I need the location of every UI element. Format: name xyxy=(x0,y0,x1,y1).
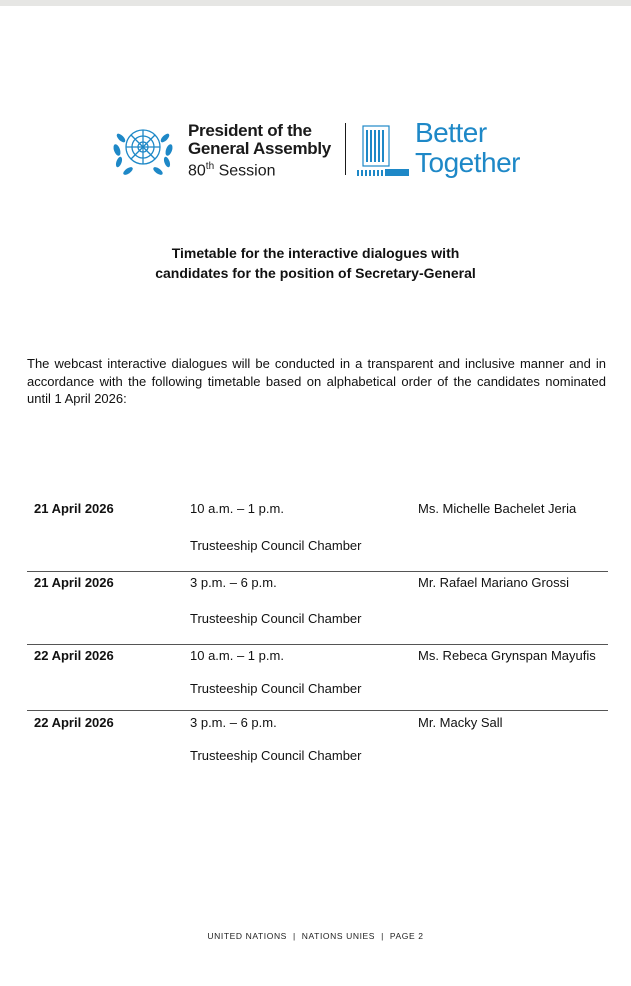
un-building-icon xyxy=(355,122,411,177)
pga-title xyxy=(188,122,331,180)
footer-un-en: UNITED NATIONS xyxy=(207,931,287,941)
row-venue: Trusteeship Council Chamber xyxy=(190,748,362,763)
row-divider xyxy=(27,571,608,572)
footer-page-number: PAGE 2 xyxy=(389,931,424,941)
title-line2: candidates for the position of Secretary-General xyxy=(155,265,476,281)
row-divider xyxy=(27,710,608,711)
footer-separator: | xyxy=(381,931,384,941)
row-venue: Trusteeship Council Chamber xyxy=(190,538,362,553)
row-candidate: Mr. Macky Sall xyxy=(418,715,503,730)
title-line1: Timetable for the interactive dialogues with xyxy=(171,245,460,261)
slogan-line1: Better xyxy=(415,117,487,148)
row-venue: Trusteeship Council Chamber xyxy=(190,611,362,626)
row-time: 3 p.m. – 6 p.m. xyxy=(190,575,277,590)
pga-line2: General Assembly xyxy=(188,139,331,158)
row-divider xyxy=(27,644,608,645)
row-time: 10 a.m. – 1 p.m. xyxy=(190,648,284,663)
row-venue: Trusteeship Council Chamber xyxy=(190,681,362,696)
header-divider xyxy=(345,123,346,175)
un-emblem-icon xyxy=(109,120,177,178)
footer-un-fr: NATIONS UNIES xyxy=(301,931,376,941)
row-candidate: Mr. Rafael Mariano Grossi xyxy=(418,575,569,590)
session-label xyxy=(188,158,331,180)
row-date: 21 April 2026 xyxy=(34,501,114,516)
row-date: 22 April 2026 xyxy=(34,648,114,663)
row-candidate: Ms. Michelle Bachelet Jeria xyxy=(418,501,577,516)
slogan-line2: Together xyxy=(415,147,520,178)
row-time: 3 p.m. – 6 p.m. xyxy=(190,715,277,730)
session-number: 80 xyxy=(188,162,206,180)
footer-separator: | xyxy=(292,931,296,941)
row-time: 10 a.m. – 1 p.m. xyxy=(190,501,284,516)
row-date: 22 April 2026 xyxy=(34,715,114,730)
session-suffix: th xyxy=(205,161,215,172)
session-word: Session xyxy=(214,162,276,180)
row-candidate: Ms. Rebeca Grynspan Mayufis xyxy=(418,648,596,663)
pga-line1: President of the xyxy=(188,121,312,140)
intro-paragraph: The webcast interactive dialogues will be conducted in a transparent and inclusive manner and in accordance with the following timetable based on alphabetical order of the candidates nominated until 1 April 2026: xyxy=(27,356,606,406)
page-footer xyxy=(0,931,631,941)
page-title xyxy=(0,243,631,283)
row-date: 21 April 2026 xyxy=(34,575,114,590)
slogan xyxy=(415,118,520,178)
